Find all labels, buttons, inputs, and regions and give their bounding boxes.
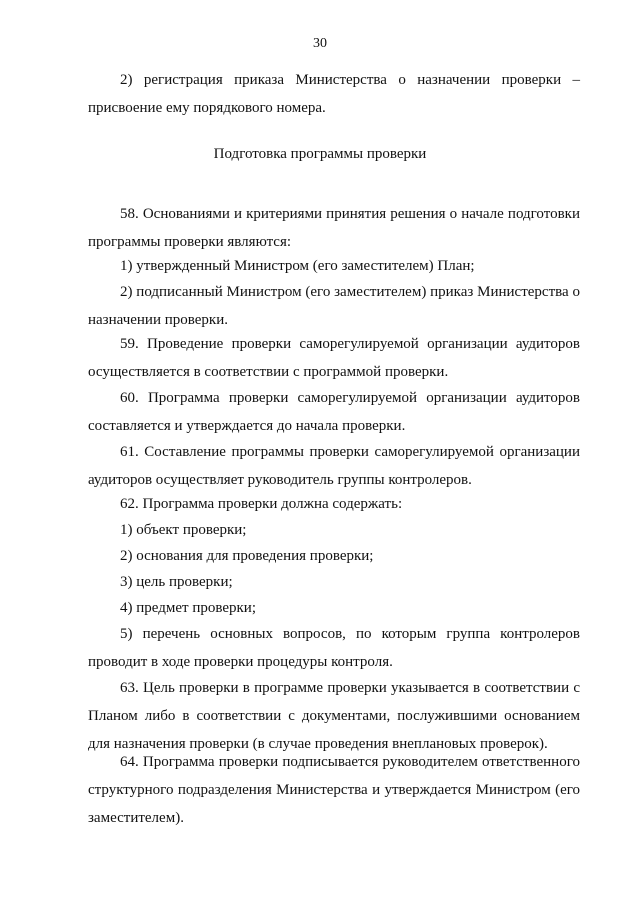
paragraph-58: 58. Основаниями и критериями принятия решения о начале подготовки программы проверки являются: (88, 206, 580, 250)
paragraph-62: 62. Программа проверки должна содержать: (120, 496, 403, 512)
paragraph-62-item-2: 2) основания для проведения проверки; (120, 548, 374, 564)
paragraph-58-item-1: 1) утвержденный Министром (его заместителем) План; (120, 258, 475, 274)
paragraph-58-item-2: 2) подписанный Министром (его заместителем) приказ Министерства о назначении проверки. (88, 284, 580, 328)
paragraph-62-item-3: 3) цель проверки; (120, 574, 233, 590)
paragraph-60: 60. Программа проверки саморегулируемой организации аудиторов составляется и утверждается до начала проверки. (88, 390, 580, 434)
paragraph-63: 63. Цель проверки в программе проверки указывается в соответствии с Планом либо в соответствии с документами, послужившими основанием для назначения проверки (в случае проведения внеплановых проверок). (88, 680, 580, 752)
paragraph-62-item-4: 4) предмет проверки; (120, 600, 256, 616)
section-heading: Подготовка программы проверки (213, 146, 427, 162)
paragraph-59: 59. Проведение проверки саморегулируемой организации аудиторов осуществляется в соответствии с программой проверки. (88, 336, 580, 380)
paragraph-61: 61. Составление программы проверки саморегулируемой организации аудиторов осуществляет руководитель группы контролеров. (88, 444, 580, 488)
paragraph-62-item-5: 5) перечень основных вопросов, по которым группа контролеров проводит в ходе проверки процедуры контроля. (88, 626, 580, 670)
paragraph-64: 64. Программа проверки подписывается руководителем ответственного структурного подразделения Министерства и утверждается Министром (его заместителем). (88, 754, 580, 826)
page-number: 30 (313, 36, 327, 51)
paragraph-registration: 2) регистрация приказа Министерства о назначении проверки – присвоение ему порядкового номера. (88, 72, 580, 116)
paragraph-62-item-1: 1) объект проверки; (120, 522, 247, 538)
